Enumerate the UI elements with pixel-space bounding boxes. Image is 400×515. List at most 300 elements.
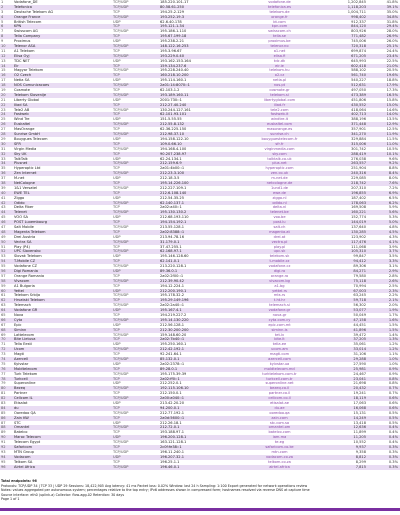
- session-count: 117,476: [351, 239, 366, 244]
- protocol: TCP/UDP: [113, 14, 129, 19]
- protocol: UDP: [113, 322, 121, 327]
- provider-name: Telia Eesti: [14, 342, 32, 347]
- hostname-link[interactable]: magti.com: [269, 352, 290, 357]
- provider-name: Proximus: [14, 39, 31, 44]
- ip-address: 195.14.226.100: [160, 180, 189, 185]
- hostname-link[interactable]: bt.com: [273, 19, 286, 24]
- hostname-link[interactable]: hyperoptic.com: [265, 166, 294, 171]
- hostname-link[interactable]: sfr.fr: [275, 141, 284, 146]
- protocol: TCP/UDP: [113, 371, 129, 376]
- hostname-link[interactable]: zen.co.uk: [270, 171, 289, 176]
- hostname-link[interactable]: epic.com.mt: [268, 322, 291, 327]
- hostname-link[interactable]: proximus.be: [268, 39, 291, 44]
- provider-name: Sunrise GmbH: [14, 132, 40, 137]
- provider-name: Hrvatski Telekom: [14, 298, 45, 303]
- session-count: 25,981: [353, 366, 366, 371]
- hostname-link[interactable]: airtel.africa: [269, 464, 290, 469]
- hostname-link[interactable]: libertyglobal.com: [263, 97, 296, 102]
- hostname-link[interactable]: stc.com.sa: [269, 420, 290, 425]
- row-number: 76: [1, 366, 6, 371]
- hostname-link[interactable]: digi.ro: [273, 268, 286, 273]
- ip-address: 212.252.0.1: [160, 381, 182, 386]
- hostname-link[interactable]: o2.cz: [274, 73, 285, 78]
- session-count: 17,063: [353, 401, 366, 406]
- session-count: 7,815: [355, 464, 366, 469]
- protocol: TCP/UDP: [113, 264, 129, 269]
- hostname-link[interactable]: play.pl: [273, 244, 286, 249]
- table-row[interactable]: [0, 465, 400, 470]
- session-count: 218,742: [351, 180, 366, 185]
- row-number: 29: [1, 136, 6, 141]
- ip-address: 194.12.224.1: [160, 283, 185, 288]
- row-number: 47: [1, 224, 6, 229]
- row-number: 91: [1, 440, 6, 445]
- hostname-link[interactable]: t.ht.hr: [273, 298, 286, 303]
- hostname-link[interactable]: bite.lt: [274, 337, 285, 342]
- session-count: 998,402: [351, 14, 366, 19]
- hostname-link[interactable]: tet.lv: [274, 332, 285, 337]
- hostname-link[interactable]: voo.be: [273, 215, 286, 220]
- hostname-link[interactable]: telia.ee: [272, 342, 287, 347]
- session-count: 70,994: [353, 283, 366, 288]
- hostname-link[interactable]: batelco.com: [268, 430, 291, 435]
- hostname-link[interactable]: telekom.sk: [269, 254, 290, 259]
- share-percent: 3.7%: [388, 249, 398, 254]
- hostname-link[interactable]: vodafone.cz: [268, 264, 291, 269]
- row-number: 22: [1, 102, 6, 107]
- session-count: 645,993: [351, 58, 366, 63]
- provider-name: UPC Slovensko: [14, 249, 41, 254]
- hostname-link[interactable]: drei.at: [273, 234, 286, 239]
- share-percent: 0.3%: [388, 449, 398, 454]
- share-percent: 22.5%: [386, 58, 398, 63]
- hostname-link[interactable]: swisscom.ch: [268, 29, 291, 34]
- protocol: TCP/UDP: [113, 132, 129, 137]
- hostname-link[interactable]: t-mobile.cz: [269, 259, 290, 264]
- protocol: TCP: [113, 376, 120, 381]
- session-count: 402,713: [351, 112, 366, 117]
- share-percent: 10.1%: [386, 151, 398, 156]
- protocol: UDP: [113, 195, 121, 200]
- hostname-link[interactable]: cosmote.gr: [269, 88, 290, 93]
- hostname-link[interactable]: vodafone.de: [268, 0, 291, 4]
- provider-name: Zain KW: [14, 415, 29, 420]
- hostname-link[interactable]: telekom.hu: [269, 68, 290, 73]
- share-percent: 6.5%: [388, 195, 398, 200]
- ip-address: 213.55.128.1: [160, 224, 185, 229]
- hostname-link[interactable]: iliad.fr: [273, 102, 286, 107]
- ip-address: 2c0f:fe38::1: [160, 445, 182, 450]
- hostname-link[interactable]: sky.com: [272, 151, 287, 156]
- hostname-link[interactable]: nova.gr: [272, 313, 287, 317]
- hostname-link[interactable]: mts.rs: [273, 293, 286, 298]
- hostname-link[interactable]: 1und1.de: [270, 185, 289, 190]
- hostname-link[interactable]: orange.fr: [271, 14, 288, 19]
- protocol: UDP: [113, 268, 121, 273]
- session-count: 229,085: [351, 176, 366, 181]
- protocol: TCP: [113, 313, 120, 317]
- row-number: 6: [1, 24, 4, 29]
- hostname-link[interactable]: talktalk.co.uk: [267, 156, 292, 161]
- session-count: 1,118,203: [347, 4, 366, 9]
- hostname-link[interactable]: magenta.at: [269, 229, 290, 234]
- protocol: TCP: [113, 283, 120, 288]
- session-count: 53,077: [353, 308, 366, 313]
- ip-address: 2a02:ff0::1: [160, 376, 180, 381]
- provider-name: POST Luxembourg: [14, 220, 48, 225]
- session-count: 1,202,845: [347, 0, 366, 4]
- ip-address: 92.241.64.1: [160, 352, 182, 357]
- hostname-link[interactable]: telemach.si: [269, 303, 290, 308]
- provider-name: Tele2 AB: [14, 107, 30, 112]
- ip-address: 62.140.137.1: [160, 200, 185, 205]
- share-percent: 14.6%: [386, 107, 398, 112]
- row-number: 79: [1, 381, 6, 386]
- session-count: 803,926: [351, 29, 366, 34]
- hostname-link[interactable]: telefonica.es: [268, 4, 291, 9]
- hostname-link[interactable]: iam.ma: [272, 435, 287, 440]
- share-percent: 1.5%: [388, 322, 398, 327]
- session-count: 844,120: [351, 24, 366, 29]
- protocol: TCP/UDP: [113, 410, 129, 415]
- row-number: 42: [1, 200, 6, 205]
- protocol: UDP: [113, 78, 121, 83]
- provider-name: Hyperoptic Ltd: [14, 166, 41, 171]
- protocol: TCP: [113, 24, 120, 29]
- session-count: 59,718: [353, 298, 366, 303]
- protocol: UDP: [113, 176, 121, 181]
- protocol: UDP: [113, 19, 121, 24]
- provider-name: Slovak Telekom: [14, 254, 42, 259]
- ip-address: 194.158.122.10: [160, 136, 189, 141]
- protocol: TCP: [113, 220, 120, 225]
- provider-name: Elisa Oyj: [14, 53, 30, 58]
- ip-address: 212.26.18.1: [160, 420, 182, 425]
- provider-name: Airtel Africa: [14, 464, 35, 469]
- protocol: TCP: [113, 298, 120, 303]
- hostname-link[interactable]: eir.ie: [275, 63, 284, 68]
- hostname-link[interactable]: a1.bg: [274, 283, 285, 288]
- protocol: UDP: [113, 58, 121, 63]
- hostname-link[interactable]: ziggo.nl: [272, 195, 287, 200]
- row-number: 43: [1, 205, 6, 210]
- share-percent: 0.6%: [388, 405, 398, 410]
- ip-address: 212.72.0.1: [160, 425, 180, 430]
- ip-address: 195.178.32.2: [160, 293, 185, 298]
- session-count: 19,241: [353, 391, 366, 396]
- ip-address: 62.141.0.1: [160, 259, 180, 264]
- protocol: TCP: [113, 180, 120, 185]
- session-count: 27,590: [353, 361, 366, 366]
- ip-address: 196.207.32.1: [160, 454, 185, 459]
- provider-name: Vodafone GR: [14, 308, 38, 313]
- provider-name: Epic: [14, 322, 22, 327]
- hostname-link[interactable]: m-net.de: [271, 176, 288, 181]
- share-percent: 0.8%: [388, 381, 398, 386]
- hostname-link[interactable]: turktelekom.com.tr: [262, 371, 297, 376]
- hostname-link[interactable]: superonline.net: [265, 381, 294, 386]
- hostname-link[interactable]: tele2.com: [270, 107, 289, 112]
- hostname-link[interactable]: turkcell.com.tr: [266, 376, 293, 381]
- ip-address: 212.54.35.25: [160, 195, 185, 200]
- hostname-link[interactable]: masorange.es: [266, 127, 293, 132]
- hostname-link[interactable]: ewe.de: [273, 190, 286, 195]
- hostname-link[interactable]: nos.pt: [273, 83, 286, 88]
- ip-address: 62.168.97.1: [160, 249, 182, 254]
- row-number: 72: [1, 347, 6, 352]
- hostname-link[interactable]: netcologne.de: [266, 180, 293, 185]
- hostname-link[interactable]: vodacom.co.za: [266, 454, 293, 459]
- share-percent: 4.1%: [388, 239, 398, 244]
- row-number: 40: [1, 190, 6, 195]
- row-number: 78: [1, 376, 6, 381]
- hostname-link[interactable]: kpn.com: [271, 24, 288, 29]
- row-number: 84: [1, 405, 6, 410]
- protocol: TCP: [113, 273, 120, 278]
- session-count: 671,205: [351, 53, 366, 58]
- share-percent: 25.1%: [386, 44, 398, 49]
- ip-address: 2a00:a040::1: [160, 396, 185, 401]
- share-percent: 13.5%: [386, 117, 398, 122]
- hostname-link[interactable]: telekom.de: [269, 9, 290, 14]
- provider-name: Telecom Egypt: [14, 440, 41, 445]
- row-number: 80: [1, 386, 6, 391]
- row-number: 13: [1, 58, 6, 63]
- share-percent: 35.0%: [386, 9, 398, 14]
- hostname-link[interactable]: ooredoo.qa: [269, 410, 290, 415]
- hostname-link[interactable]: vivacom.bg: [269, 278, 290, 283]
- share-percent: 26.9%: [386, 34, 398, 39]
- ip-address: 62.24.134.1: [160, 156, 182, 161]
- hostname-link[interactable]: cyta.com.cy: [268, 317, 291, 322]
- row-number: 17: [1, 78, 6, 83]
- share-percent: 15.0%: [386, 102, 398, 107]
- provider-name: Bezeq: [14, 386, 26, 391]
- share-percent: 0.4%: [388, 425, 398, 430]
- hostname-link[interactable]: yettel.rs: [272, 288, 287, 293]
- protocol: TCP: [113, 151, 120, 156]
- row-number: 34: [1, 161, 6, 166]
- row-number: 39: [1, 185, 6, 190]
- ip-address: 37.47.255.1: [160, 244, 182, 249]
- provider-name: MTN Group: [14, 449, 35, 454]
- share-percent: 1.3%: [388, 337, 398, 342]
- share-percent: 2.9%: [388, 268, 398, 273]
- row-number: 48: [1, 229, 6, 234]
- provider-name: Euskaltel: [14, 122, 31, 127]
- provider-name: Liberty Global: [14, 97, 40, 102]
- session-count: 11,899: [353, 430, 366, 435]
- session-count: 451,806: [351, 97, 366, 102]
- protocol: UDP: [113, 435, 121, 440]
- hostname-link[interactable]: telenor.no: [270, 44, 289, 49]
- protocol: TCP: [113, 391, 120, 396]
- share-percent: 0.3%: [388, 459, 398, 464]
- row-number: 12: [1, 53, 6, 58]
- protocol: TCP: [113, 127, 120, 132]
- hostname-link[interactable]: vodafone.gr: [268, 308, 291, 313]
- provider-name: O2 Czech: [14, 73, 32, 78]
- protocol: UDP: [113, 117, 121, 122]
- hostname-link[interactable]: vectra.pl: [271, 239, 288, 244]
- share-percent: 1.2%: [388, 347, 398, 352]
- share-percent: 11.0%: [386, 141, 398, 146]
- share-percent: 1.4%: [388, 332, 398, 337]
- row-number: 63: [1, 303, 6, 308]
- session-count: 20,432: [353, 386, 366, 391]
- hostname-link[interactable]: delta.nl: [272, 205, 287, 210]
- hostname-link[interactable]: a1.net: [273, 48, 286, 53]
- share-percent: 0.7%: [388, 386, 398, 391]
- row-number: 64: [1, 308, 6, 313]
- ip-address: 195.238.2.21: [160, 39, 185, 44]
- row-number: 85: [1, 410, 6, 415]
- session-count: 105,310: [351, 249, 366, 254]
- share-percent: 20.5%: [386, 68, 398, 73]
- ip-address: 212.18.3.5: [160, 176, 180, 181]
- hostname-link[interactable]: du.ae: [274, 405, 285, 410]
- hostname-link[interactable]: elisa.fi: [273, 53, 286, 58]
- share-percent: 1.2%: [388, 342, 398, 347]
- ip-address: 195.167.4.1: [160, 308, 182, 313]
- ip-address: 195.14.130.220: [160, 317, 189, 322]
- provider-name: Kyivstar: [14, 361, 29, 366]
- hostname-link[interactable]: telekom.si: [270, 92, 289, 97]
- hostname-link[interactable]: orange.ro: [270, 273, 289, 278]
- share-percent: 26.0%: [386, 39, 398, 44]
- ip-address: 195.175.39.39: [160, 371, 187, 376]
- hostname-link[interactable]: post.lu: [273, 220, 286, 225]
- row-number: 54: [1, 259, 6, 264]
- provider-name: Play (P4): [14, 244, 30, 249]
- hostname-link[interactable]: euskaltel.com: [266, 122, 293, 127]
- protocol: TCP: [113, 259, 120, 264]
- ip-address: 212.150.0.1: [160, 391, 182, 396]
- protocol: UDP: [113, 342, 121, 347]
- session-count: 315,006: [351, 141, 366, 146]
- hostname-link[interactable]: telenet.be: [270, 210, 289, 215]
- hostname-link[interactable]: ucom.am: [271, 347, 288, 352]
- hostname-link[interactable]: partner.co.il: [268, 391, 291, 396]
- protocol: TCP: [113, 63, 120, 68]
- row-number: 28: [1, 132, 6, 137]
- provider-name: Ziggo: [14, 195, 25, 200]
- provider-name: Netia SA: [14, 78, 30, 83]
- session-count: 94,412: [353, 259, 366, 264]
- hostname-link[interactable]: zain.com: [271, 415, 288, 420]
- share-percent: 11.9%: [386, 132, 398, 137]
- hostname-link[interactable]: upc.sk: [273, 249, 286, 254]
- ip-address: 2a02:2a40::1: [160, 303, 185, 308]
- hostname-link[interactable]: azercell.com: [268, 357, 291, 362]
- ip-address: 193.162.153.164: [160, 58, 191, 63]
- ip-address: 130.244.127.161: [160, 107, 191, 112]
- session-count: 263,557: [351, 161, 366, 166]
- hostname-link[interactable]: kyivstar.ua: [269, 361, 290, 366]
- provider-name: Telia Company: [14, 34, 41, 39]
- protocol: TCP/UDP: [113, 161, 129, 166]
- hostname-link[interactable]: windtre.it: [270, 117, 289, 122]
- session-count: 602,418: [351, 63, 366, 68]
- provider-name: Digi Romania: [14, 268, 38, 273]
- hostname-link[interactable]: etisalat.ae: [270, 401, 289, 406]
- protocol: TCP/UDP: [113, 440, 129, 445]
- ip-address: 80.58.61.250: [160, 4, 185, 9]
- session-count: 512,631: [351, 83, 366, 88]
- share-percent: 5.9%: [388, 205, 398, 210]
- protocol: UDP: [113, 401, 121, 406]
- protocol: TCP/UDP: [113, 357, 129, 362]
- hostname-link[interactable]: tdc.dk: [273, 58, 286, 63]
- ip-address: 212.56.128.1: [160, 322, 185, 327]
- hostname-link[interactable]: safaricom.co.ke: [265, 445, 294, 450]
- provider-name: Telenet: [14, 210, 27, 215]
- protocol: TCP/UDP: [113, 53, 129, 58]
- protocol: TCP/UDP: [113, 0, 129, 4]
- share-percent: 12.5%: [386, 127, 398, 132]
- share-percent: 2.6%: [388, 278, 398, 283]
- hostname-link[interactable]: cellcom.co.il: [268, 396, 291, 401]
- protocol: TCP/UDP: [113, 239, 129, 244]
- ip-address: 212.42.192.1: [160, 347, 185, 352]
- share-percent: 7.2%: [388, 185, 398, 190]
- session-count: 169,508: [351, 205, 366, 210]
- session-count: 152,774: [351, 215, 366, 220]
- hostname-link[interactable]: bezeq.co.il: [269, 386, 290, 391]
- share-percent: 9.2%: [388, 161, 398, 166]
- ip-address: 194.219.227.2: [160, 313, 187, 317]
- ip-address: 62.103.1.2: [160, 88, 180, 93]
- hostname-link[interactable]: salt.ch: [273, 224, 286, 229]
- row-number: 20: [1, 92, 6, 97]
- protocol: TCP/UDP: [113, 92, 129, 97]
- share-percent: 2.1%: [388, 298, 398, 303]
- session-count: 699,874: [351, 48, 366, 53]
- hostname-link[interactable]: odido.nl: [272, 200, 287, 205]
- provider-name: Safaricom: [14, 445, 33, 450]
- hostname-link[interactable]: te.eg: [274, 440, 285, 445]
- protocol: TCP/UDP: [113, 317, 129, 322]
- session-count: 745,006: [351, 39, 366, 44]
- hostname-link[interactable]: siminn.is: [271, 327, 288, 332]
- share-percent: 7.6%: [388, 180, 398, 185]
- session-count: 276,038: [351, 156, 366, 161]
- row-number: 36: [1, 171, 6, 176]
- protocol: TCP/UDP: [113, 122, 129, 127]
- ip-address: 212.27.40.240: [160, 102, 187, 107]
- row-number: 96: [1, 464, 6, 469]
- hostname-link[interactable]: moldtelecom.md: [264, 366, 295, 371]
- hostname-link[interactable]: sunrise.ch: [270, 132, 289, 137]
- share-percent: 2.8%: [388, 273, 398, 278]
- hostname-link[interactable]: bouyguestelecom.fr: [261, 136, 298, 141]
- hostname-link[interactable]: plus.net: [272, 161, 287, 166]
- hostname-link[interactable]: mtn.com: [271, 449, 288, 454]
- session-count: 329,884: [351, 136, 366, 141]
- hostname-link[interactable]: omantel.om: [268, 425, 291, 430]
- share-percent: 3.1%: [388, 264, 398, 269]
- provider-name: KPN: [14, 24, 22, 29]
- hostname-link[interactable]: virginmedia.com: [264, 146, 295, 151]
- session-count: 84,271: [353, 268, 366, 273]
- provider-name: Virgin Media: [14, 146, 37, 151]
- hostname-link[interactable]: telkom.co.za: [268, 459, 291, 464]
- hostname-link[interactable]: netia.pl: [272, 78, 287, 83]
- session-count: 29,288: [353, 357, 366, 362]
- hostname-link[interactable]: fastweb.it: [270, 112, 289, 117]
- protocol: UDP: [113, 454, 121, 459]
- hostname-link[interactable]: telia.se: [272, 34, 287, 39]
